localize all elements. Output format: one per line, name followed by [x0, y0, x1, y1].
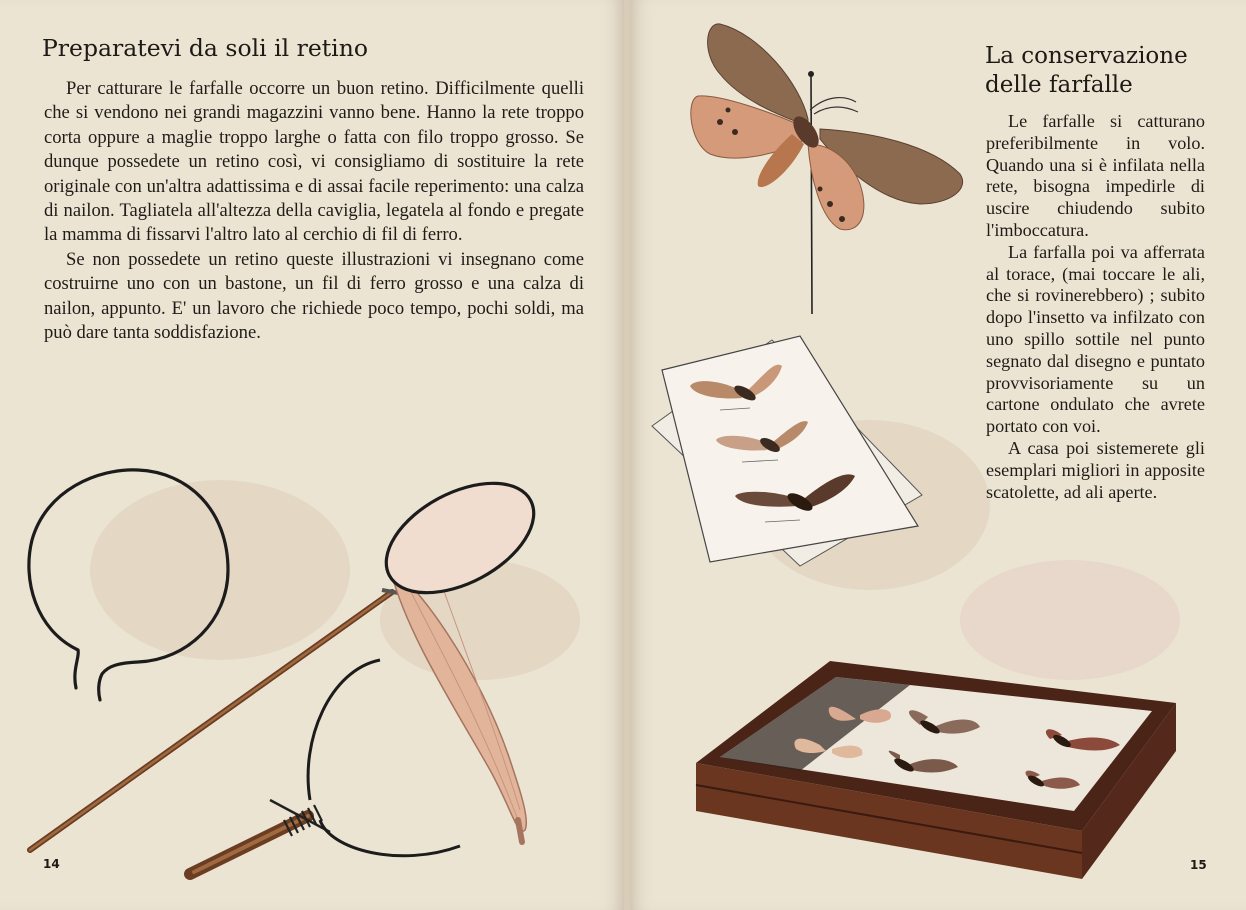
right-page-body [986, 111, 1205, 503]
right-page-title: La conservazione delle farfalle [985, 43, 1188, 98]
moth-plates-icon [650, 330, 940, 580]
right-paragraph: La farfalla poi va afferrata al torace, (mai toccare le ali, che si rovinerebbero) ; subito dopo l'insetto va infilzato con uno spillo sottile nel punto segnato dal disegno e puntato provvisoriamente su un cartone ondulato che avrete portato con voi. [986, 241, 1205, 437]
left-page-title: Preparatevi da soli il retino [42, 34, 368, 62]
page-number-right: 15 [1190, 858, 1207, 872]
left-paragraph: Se non possedete un retino queste illustrazioni vi insegnano come costruirne uno con un bastone, un fil di ferro grosso e una calza di nailon, appunto. E' un lavoro che richiede poco tempo, pochi soldi, ma può dare tanta soddisfazione. [44, 248, 584, 344]
pinned-moth-icon [680, 14, 980, 324]
right-paragraph: A casa poi sistemerete gli esemplari migliori in apposite scatolette, ad ali aperte. [986, 437, 1205, 502]
page-number-left: 14 [43, 857, 60, 871]
left-page-body [44, 77, 584, 345]
stick-with-wire-icon [180, 650, 500, 890]
left-paragraph: Per catturare le farfalle occorre un buon retino. Difficilmente quelli che si vendono nei grandi magazzini vanno bene. Hanno la rete troppo corta oppure a maglie troppo larghe o fatta con filo troppo grosso. Se dunque possedete un retino così, vi consigliamo di sostituire la rete originale con un'altra adattissima e di assai facile reperimento: una calza di nailon. Tagliatela all'altezza della caviglia, legatela al fondo e pregate la mamma di fissarvi l'altro lato al cerchio di fil di ferro. [44, 78, 584, 246]
right-paragraph: Le farfalle si catturano preferibilmente in volo. Quando una si è infilata nella rete, bisogna impedirle di uscire chiudendo subito l'imboccatura. [986, 111, 1205, 240]
display-box-icon [690, 655, 1185, 885]
